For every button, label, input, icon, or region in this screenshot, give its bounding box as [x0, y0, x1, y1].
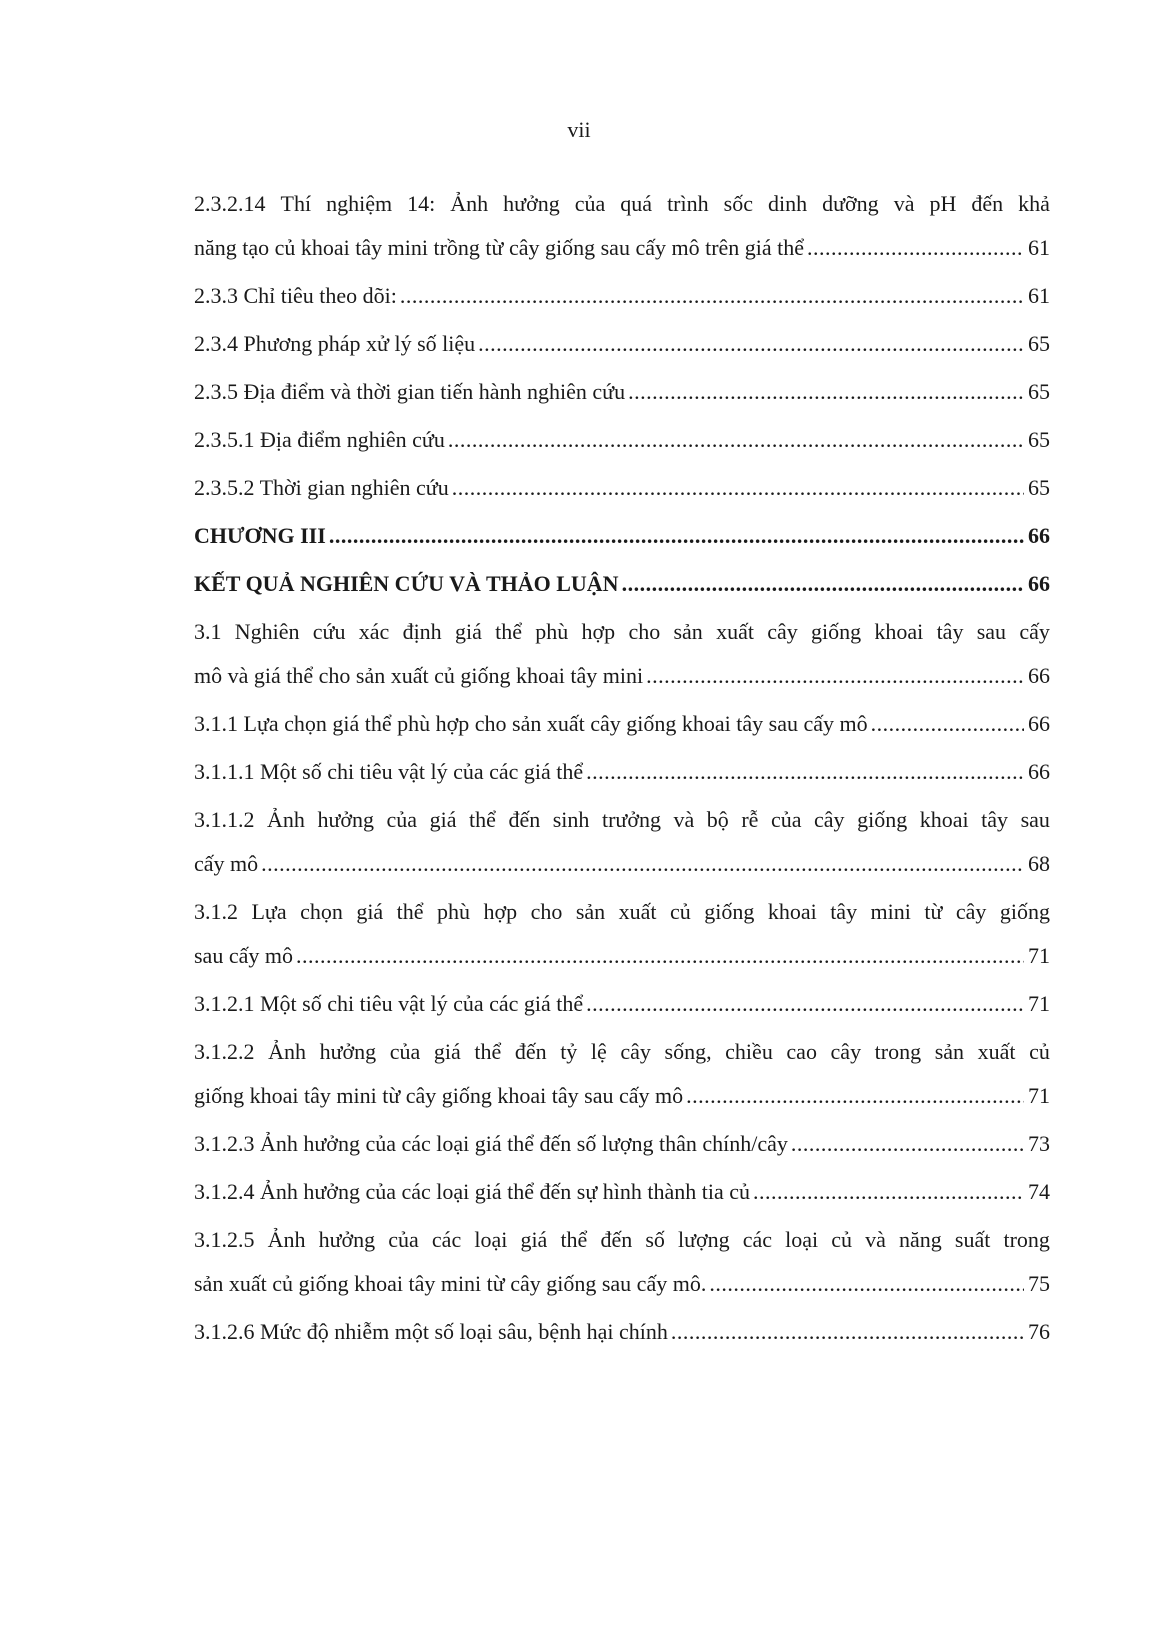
dot-leader [329, 514, 1024, 558]
toc-entry-page: 73 [1028, 1131, 1050, 1156]
toc-entry-line [194, 1122, 1050, 1166]
toc-word: của [574, 191, 606, 216]
toc-entry[interactable] [194, 182, 1050, 274]
toc-word: thể [560, 1227, 588, 1252]
toc-word: cho [530, 899, 563, 924]
toc-word: hợp [581, 619, 616, 644]
toc-entry[interactable] [194, 1310, 1050, 1358]
toc-entry[interactable] [194, 890, 1050, 982]
toc-word: khoai [767, 899, 817, 924]
toc-word: sốc [723, 191, 753, 216]
toc-entry[interactable] [194, 1170, 1050, 1218]
toc-entry-page: 76 [1028, 1319, 1050, 1344]
toc-word: sau [976, 619, 1007, 644]
toc-entry-line [194, 226, 1050, 270]
toc-word: rễ [741, 807, 759, 832]
toc-word: cứu [312, 619, 346, 644]
toc-word: pH [929, 191, 957, 216]
toc-entry-title: CHƯƠNG III [194, 523, 326, 548]
toc-entry-page: 71 [1028, 991, 1050, 1016]
toc-entry-page: 65 [1028, 475, 1050, 500]
toc-entry-title: giống khoai tây mini từ cây giống khoai tây sau cấy mô [194, 1083, 684, 1108]
toc-entry[interactable] [194, 1030, 1050, 1122]
toc-word: củ [831, 1227, 853, 1252]
toc-word: sản [934, 1039, 965, 1064]
toc-word: Ảnh [267, 1227, 306, 1252]
dot-leader [686, 1074, 1024, 1118]
toc-word: giá [433, 1039, 461, 1064]
dot-leader [452, 466, 1024, 510]
toc-word: hưởng [319, 1039, 377, 1064]
toc-entry-line [194, 418, 1050, 462]
toc-entry-first-line [194, 890, 1050, 934]
toc-entry-page: 66 [1028, 711, 1050, 736]
dot-leader [586, 750, 1024, 794]
toc-word: Thí [280, 191, 312, 216]
toc-entry-line [194, 514, 1050, 558]
toc-word: thể [474, 1039, 502, 1064]
dot-leader [261, 842, 1024, 886]
toc-entry[interactable] [194, 418, 1050, 466]
toc-entry[interactable] [194, 982, 1050, 1030]
toc-entry-page: 74 [1028, 1179, 1050, 1204]
toc-word: chiều [725, 1039, 773, 1064]
toc-word: Nghiên [234, 619, 300, 644]
toc-word: 3.1.2.5 [194, 1227, 255, 1252]
toc-word: đến [508, 807, 541, 832]
toc-entry-title: sản xuất củ giống khoai tây mini từ cây giống sau cấy mô. [194, 1271, 707, 1296]
toc-entry-line [194, 322, 1050, 366]
toc-word: phù [535, 619, 569, 644]
dot-leader [296, 934, 1024, 978]
toc-entry-title: 3.1.2.4 Ảnh hưởng của các loại giá thể đến sự hình thành tia củ [194, 1179, 751, 1204]
toc-word: số [645, 1227, 665, 1252]
toc-word: cấy [1019, 619, 1050, 644]
toc-entry-line [194, 1170, 1050, 1214]
toc-word: sản [673, 619, 703, 644]
toc-entry[interactable] [194, 702, 1050, 750]
dot-leader [448, 418, 1024, 462]
toc-word: tây [936, 619, 964, 644]
toc-entry-title: 2.3.3 Chỉ tiêu theo dõi: [194, 283, 397, 308]
toc-word: hợp [483, 899, 518, 924]
toc-entry-title: sau cấy mô [194, 943, 293, 968]
toc-word: xuất [618, 899, 657, 924]
toc-entry[interactable] [194, 514, 1050, 562]
toc-entry-line [194, 750, 1050, 794]
toc-word: hưởng [318, 1227, 376, 1252]
toc-word: của [770, 807, 802, 832]
toc-entry[interactable] [194, 798, 1050, 890]
toc-word: nghiệm [326, 191, 393, 216]
toc-entry[interactable] [194, 562, 1050, 610]
dot-leader [622, 562, 1024, 606]
toc-entry-page: 65 [1028, 379, 1050, 404]
toc-word: và [865, 1227, 886, 1252]
toc-entry-line [194, 654, 1050, 698]
toc-word: tỷ [560, 1039, 578, 1064]
toc-word: Ảnh [267, 807, 305, 832]
toc-entry[interactable] [194, 1122, 1050, 1170]
toc-entry[interactable] [194, 750, 1050, 798]
toc-word: 2.3.2.14 [194, 191, 266, 216]
toc-word: định [402, 619, 442, 644]
toc-word: thể [469, 807, 496, 832]
toc-entry-first-line [194, 798, 1050, 842]
dot-leader [753, 1170, 1024, 1214]
toc-entry-title: 3.1.2.3 Ảnh hưởng của các loại giá thể đến số lượng thân chính/cây [194, 1131, 788, 1156]
toc-entry-page: 66 [1028, 663, 1050, 688]
toc-word: giống [999, 899, 1050, 924]
toc-word: sống, [664, 1039, 712, 1064]
toc-word: giống [857, 807, 908, 832]
toc-word: mini [870, 899, 911, 924]
dot-leader [807, 226, 1024, 270]
toc-word: cây [767, 619, 798, 644]
toc-word: suất [954, 1227, 991, 1252]
toc-word: 3.1.1.2 [194, 807, 255, 832]
toc-word: các [742, 1227, 773, 1252]
toc-word: sản [575, 899, 606, 924]
toc-entry-title: 3.1.1 Lựa chọn giá thể phù hợp cho sản xuất cây giống khoai tây sau cấy mô [194, 711, 868, 736]
toc-word: giá [429, 807, 457, 832]
toc-entry[interactable] [194, 1218, 1050, 1310]
toc-word: đến [600, 1227, 633, 1252]
toc-entry-page: 66 [1028, 759, 1050, 784]
dot-leader [478, 322, 1024, 366]
toc-entry[interactable] [194, 466, 1050, 514]
toc-word: 3.1.2.2 [194, 1039, 255, 1064]
toc-entry-page: 65 [1028, 427, 1050, 452]
toc-word: giống [704, 899, 755, 924]
toc-entry-page: 61 [1028, 283, 1050, 308]
toc-word: tây [981, 807, 1009, 832]
toc-word: khả [1018, 191, 1050, 216]
dot-leader [671, 1310, 1024, 1354]
toc-entry[interactable] [194, 322, 1050, 370]
toc-word: thể [396, 899, 424, 924]
toc-word: cây [814, 807, 845, 832]
toc-entry-title: năng tạo củ khoai tây mini trồng từ cây giống sau cấy mô trên giá thể [194, 235, 805, 260]
toc-entry-title: 2.3.5 Địa điểm và thời gian tiến hành nghiên cứu [194, 379, 626, 404]
dot-leader [628, 370, 1024, 414]
toc-entry-line [194, 274, 1050, 318]
toc-word: xuất [716, 619, 754, 644]
toc-word: loại [474, 1227, 508, 1252]
toc-word: hưởng [317, 807, 375, 832]
toc-entry-title: 2.3.5.2 Thời gian nghiên cứu [194, 475, 449, 500]
toc-entry-title: 3.1.1.1 Một số chi tiêu vật lý của các giá thể [194, 759, 584, 784]
toc-word: 14: [407, 191, 436, 216]
toc-word: củ [1029, 1039, 1050, 1064]
toc-entry-title: 3.1.2.1 Một số chi tiêu vật lý của các giá thể [194, 991, 584, 1016]
toc-entry-title: 3.1.2.6 Mức độ nhiễm một số loại sâu, bệnh hại chính [194, 1319, 668, 1344]
toc-word: sinh [552, 807, 590, 832]
toc-word: lượng [677, 1227, 730, 1252]
toc-word: đến [514, 1039, 547, 1064]
dot-leader [400, 274, 1024, 318]
toc-entry-first-line [194, 182, 1050, 226]
toc-word: giá [520, 1227, 548, 1252]
toc-word: 3.1 [194, 619, 222, 644]
toc-entry-line [194, 370, 1050, 414]
toc-word: loại [785, 1227, 819, 1252]
toc-word: củ [670, 899, 691, 924]
toc-word: dưỡng [822, 191, 879, 216]
toc-entry-line [194, 982, 1050, 1026]
toc-word: tây [830, 899, 858, 924]
toc-word: đến [971, 191, 1004, 216]
toc-entry-title: mô và giá thể cho sản xuất củ giống khoai tây mini [194, 663, 644, 688]
toc-entry-title: 2.3.4 Phương pháp xử lý số liệu [194, 331, 476, 356]
toc-entry-title: 2.3.5.1 Địa điểm nghiên cứu [194, 427, 445, 452]
toc-word: Lựa [251, 899, 287, 924]
toc-word: lệ [590, 1039, 607, 1064]
toc-word: và [673, 807, 695, 832]
toc-word: Ảnh [450, 191, 489, 216]
toc-word: trình [667, 191, 709, 216]
toc-word: 3.1.2 [194, 899, 238, 924]
toc-word: khoai [919, 807, 969, 832]
toc-entry-title: cấy mô [194, 851, 259, 876]
dot-leader [709, 1262, 1024, 1306]
toc-word: phù [437, 899, 471, 924]
toc-word: thể [495, 619, 522, 644]
toc-entry-first-line [194, 1218, 1050, 1262]
toc-word: giống [811, 619, 862, 644]
toc-word: của [388, 1227, 419, 1252]
toc-word: năng [899, 1227, 942, 1252]
toc-entry[interactable] [194, 610, 1050, 702]
toc-entry-line [194, 466, 1050, 510]
dot-leader [646, 654, 1024, 698]
toc-word: giá [356, 899, 384, 924]
toc-entry-page: 68 [1028, 851, 1050, 876]
toc-entry-page: 71 [1028, 943, 1050, 968]
dot-leader [791, 1122, 1024, 1166]
toc-entry-page: 65 [1028, 331, 1050, 356]
toc-word: các [431, 1227, 462, 1252]
toc-entry[interactable] [194, 370, 1050, 418]
page-number: vii [567, 117, 591, 142]
toc-entry-line [194, 1310, 1050, 1354]
toc-entry-page: 66 [1028, 523, 1050, 548]
toc-word: Ảnh [268, 1039, 306, 1064]
toc-word: của [386, 807, 418, 832]
toc-word: trưởng [601, 807, 661, 832]
toc-word: trong [1003, 1227, 1050, 1252]
toc-entry-line [194, 562, 1050, 606]
toc-word: hưởng [503, 191, 560, 216]
toc-word: dinh [767, 191, 808, 216]
toc-word: trong [874, 1039, 922, 1064]
table-of-contents [194, 182, 1050, 1358]
toc-entry-first-line [194, 1030, 1050, 1074]
toc-entry-page: 66 [1028, 571, 1050, 596]
toc-word: xác [358, 619, 390, 644]
toc-entry-title: KẾT QUẢ NGHIÊN CỨU VÀ THẢO LUẬN [194, 571, 619, 596]
toc-word: chọn [300, 899, 343, 924]
toc-entry-page: 61 [1028, 235, 1050, 260]
toc-word: quá [620, 191, 653, 216]
toc-entry-page: 75 [1028, 1271, 1050, 1296]
toc-entry-line [194, 702, 1050, 746]
dot-leader [586, 982, 1024, 1026]
toc-word: cây [830, 1039, 862, 1064]
toc-entry-first-line [194, 610, 1050, 654]
toc-word: cho [628, 619, 661, 644]
dot-leader [871, 702, 1024, 746]
toc-word: của [389, 1039, 421, 1064]
toc-entry-line [194, 842, 1050, 886]
toc-word: xuất [977, 1039, 1016, 1064]
toc-word: từ [924, 899, 943, 924]
toc-entry-line [194, 1262, 1050, 1306]
toc-word: cây [620, 1039, 651, 1064]
toc-entry-line [194, 934, 1050, 978]
toc-word: giá [454, 619, 482, 644]
toc-entry[interactable] [194, 274, 1050, 322]
toc-entry-line [194, 1074, 1050, 1118]
toc-entry-page: 71 [1028, 1083, 1050, 1108]
toc-word: khoai [874, 619, 924, 644]
toc-word: bộ [706, 807, 729, 832]
toc-word: cây [955, 899, 987, 924]
toc-word: sau [1020, 807, 1050, 832]
toc-word: và [893, 191, 915, 216]
toc-word: cao [786, 1039, 817, 1064]
